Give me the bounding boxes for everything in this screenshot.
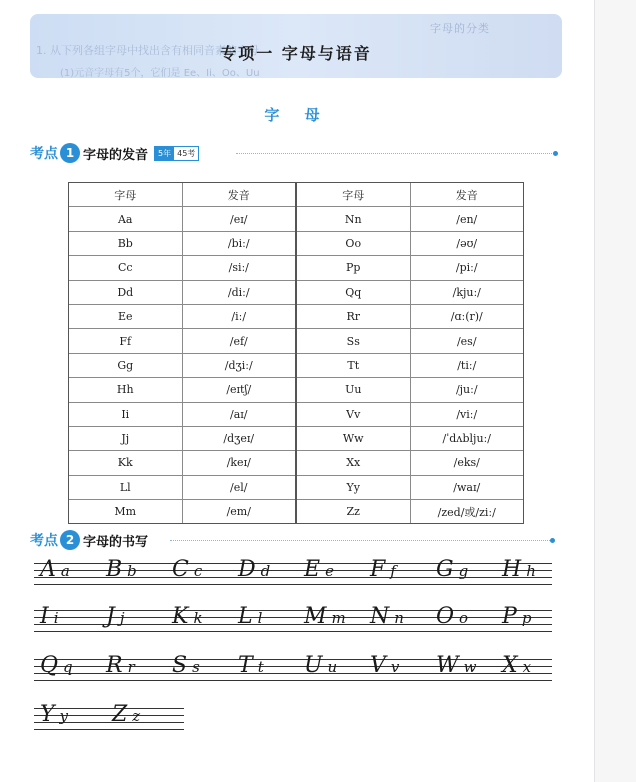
table-row: [69, 329, 295, 353]
letter-cell: Nn: [297, 207, 410, 231]
exam-point-title: 字母的书写: [83, 534, 149, 550]
uppercase-letter: T: [238, 653, 253, 678]
letter-cell: Ff: [69, 329, 182, 353]
uppercase-letter: I: [40, 604, 49, 629]
frequency-badge: [154, 146, 199, 161]
column-header: 字母: [297, 183, 410, 207]
exam-point-number: 2: [60, 530, 80, 550]
uppercase-letter: D: [238, 557, 256, 582]
lowercase-letter: k: [193, 609, 203, 627]
table-row: [69, 500, 295, 524]
writing-staff: [34, 653, 552, 681]
uppercase-letter: B: [106, 557, 123, 582]
handwriting-practice: [34, 555, 554, 755]
pronunciation-cell: /dʒeɪ/: [182, 426, 295, 450]
staff-line: [34, 584, 552, 585]
uppercase-letter: L: [238, 604, 253, 629]
pronunciation-cell: /ɑː(r)/: [410, 304, 523, 328]
column-header: 发音: [182, 183, 295, 207]
lowercase-letter: l: [257, 609, 263, 627]
lowercase-letter: x: [522, 658, 532, 676]
table-row: [297, 426, 523, 450]
handwritten-letter-pair: [370, 653, 399, 678]
exam-point-number: 1: [60, 143, 80, 163]
letter-cell: Aa: [69, 207, 182, 231]
viewer-side-panel: [594, 0, 636, 782]
lowercase-letter: v: [390, 658, 400, 676]
letter-cell: Hh: [69, 378, 182, 402]
table-row: [297, 402, 523, 426]
writing-staff: [34, 604, 552, 632]
lowercase-letter: g: [458, 562, 469, 580]
table-row: [69, 231, 295, 255]
letter-cell: Yy: [297, 475, 410, 499]
table-row: [297, 451, 523, 475]
handwritten-letter-pair: [370, 604, 404, 629]
handwritten-letter-pair: [436, 653, 476, 678]
table-row: [69, 426, 295, 450]
table-row: [297, 280, 523, 304]
table-row: [297, 378, 523, 402]
table-row: [69, 475, 295, 499]
handwritten-letter-pair: [106, 604, 124, 629]
pronunciation-cell: /juː/: [410, 378, 523, 402]
lowercase-letter: j: [119, 609, 125, 627]
badge-years: 5年: [155, 147, 174, 160]
lowercase-letter: m: [331, 609, 346, 627]
uppercase-letter: V: [370, 653, 386, 678]
table-row: [297, 304, 523, 328]
letter-cell: Vv: [297, 402, 410, 426]
chapter-banner: [30, 14, 562, 78]
handwritten-letter-pair: [40, 702, 68, 727]
letter-cell: Qq: [297, 280, 410, 304]
exam-point-label: 考点: [30, 146, 58, 162]
table-row: [297, 329, 523, 353]
lowercase-letter: s: [192, 658, 200, 676]
letter-cell: Zz: [297, 500, 410, 524]
table-row: [69, 402, 295, 426]
table-row: [69, 378, 295, 402]
letter-cell: Pp: [297, 256, 410, 280]
staff-line: [34, 680, 552, 681]
pronunciation-cell: /waɪ/: [410, 475, 523, 499]
letter-cell: Ww: [297, 426, 410, 450]
staff-line: [34, 729, 184, 730]
banner-ghost-line: 1. 从下列各组字母中找出含有相同音素的字母: [36, 44, 259, 57]
handwritten-letter-pair: [238, 557, 270, 582]
exam-point-1-heading: [30, 142, 199, 164]
lowercase-letter: d: [260, 562, 271, 580]
banner-ghost-tab: 字母的分类: [430, 22, 490, 35]
pronunciation-cell: /em/: [182, 500, 295, 524]
badge-count: 45考: [177, 148, 196, 158]
pronunciation-cell: /diː/: [182, 280, 295, 304]
table-row: [69, 304, 295, 328]
uppercase-letter: Y: [40, 702, 55, 727]
pronunciation-cell: /zed/或/ziː/: [410, 500, 523, 524]
table-row: [297, 256, 523, 280]
lowercase-letter: a: [60, 562, 70, 580]
lowercase-letter: p: [521, 609, 532, 627]
handwritten-letter-pair: [502, 653, 531, 678]
letter-pronunciation-table: [68, 182, 524, 524]
uppercase-letter: A: [40, 557, 56, 582]
handwritten-letter-pair: [502, 557, 536, 582]
letter-cell: Kk: [69, 451, 182, 475]
lowercase-letter: o: [459, 609, 469, 627]
exam-point-2-heading: [30, 529, 148, 551]
lowercase-letter: f: [390, 562, 396, 580]
lowercase-letter: b: [127, 562, 137, 580]
writing-staff: [34, 557, 552, 585]
pronunciation-cell: /əʊ/: [410, 231, 523, 255]
letter-cell: Uu: [297, 378, 410, 402]
handwritten-letter-pair: [304, 653, 337, 678]
lowercase-letter: q: [63, 658, 73, 676]
letter-cell: Mm: [69, 500, 182, 524]
column-header: 发音: [410, 183, 523, 207]
handwritten-letter-pair: [112, 702, 140, 727]
letter-cell: Ss: [297, 329, 410, 353]
letter-cell: Ll: [69, 475, 182, 499]
table-right-half: [297, 183, 523, 523]
handwritten-letter-pair: [106, 653, 135, 678]
letter-cell: Rr: [297, 304, 410, 328]
letter-cell: Ee: [69, 304, 182, 328]
table-row: [297, 207, 523, 231]
pronunciation-cell: /biː/: [182, 231, 295, 255]
letter-cell: Xx: [297, 451, 410, 475]
handwritten-letter-pair: [238, 604, 262, 629]
handwritten-letter-pair: [40, 604, 59, 629]
handwritten-letter-pair: [436, 557, 468, 582]
table-row: [69, 451, 295, 475]
pronunciation-cell: /dʒiː/: [182, 353, 295, 377]
banner-ghost-line: (1)元音字母有5个，它们是 Ee、Ii、Oo、Uu: [60, 68, 260, 79]
handwritten-letter-pair: [106, 557, 137, 582]
table-row: [297, 353, 523, 377]
pronunciation-cell: /el/: [182, 475, 295, 499]
lowercase-letter: t: [257, 658, 264, 676]
letter-cell: Gg: [69, 353, 182, 377]
handwritten-letter-pair: [172, 653, 200, 678]
table-row: [297, 231, 523, 255]
lowercase-letter: e: [325, 562, 334, 580]
uppercase-letter: O: [436, 604, 455, 629]
lowercase-letter: h: [526, 562, 536, 580]
uppercase-letter: G: [436, 557, 454, 582]
chapter-title: 专项一 字母与语音: [220, 44, 372, 63]
handwritten-letter-pair: [172, 557, 202, 582]
handwritten-letter-pair: [502, 604, 531, 629]
table-row: [69, 353, 295, 377]
handwritten-letter-pair: [436, 604, 468, 629]
uppercase-letter: U: [304, 653, 323, 678]
table-row: [69, 207, 295, 231]
uppercase-letter: J: [106, 604, 115, 629]
lowercase-letter: w: [463, 658, 477, 676]
letter-cell: Tt: [297, 353, 410, 377]
letter-cell: Jj: [69, 426, 182, 450]
uppercase-letter: C: [172, 557, 189, 582]
writing-staff: [34, 702, 184, 730]
table-header-row: [297, 183, 523, 207]
uppercase-letter: N: [370, 604, 390, 629]
pronunciation-cell: /eɪ/: [182, 207, 295, 231]
column-header: 字母: [69, 183, 182, 207]
dotted-rule: [170, 540, 554, 541]
pronunciation-cell: /en/: [410, 207, 523, 231]
exam-point-title: 字母的发音: [83, 147, 149, 163]
table-row: [297, 475, 523, 499]
letter-cell: Ii: [69, 402, 182, 426]
handwritten-letter-pair: [370, 557, 396, 582]
rule-end-dot: [553, 151, 558, 156]
uppercase-letter: S: [172, 653, 188, 678]
uppercase-letter: P: [502, 604, 517, 629]
uppercase-letter: Z: [112, 702, 128, 727]
letter-cell: Cc: [69, 256, 182, 280]
table-left-half: [69, 183, 295, 523]
uppercase-letter: F: [370, 557, 386, 582]
lowercase-letter: u: [327, 658, 338, 676]
lowercase-letter: i: [53, 609, 59, 627]
uppercase-letter: E: [304, 557, 321, 582]
pronunciation-cell: /siː/: [182, 256, 295, 280]
rule-end-dot: [550, 538, 555, 543]
lowercase-letter: r: [127, 658, 135, 676]
letter-cell: Oo: [297, 231, 410, 255]
pronunciation-cell: /viː/: [410, 402, 523, 426]
pronunciation-cell: /keɪ/: [182, 451, 295, 475]
exam-point-label: 考点: [30, 533, 58, 549]
pronunciation-cell: /ef/: [182, 329, 295, 353]
uppercase-letter: M: [304, 604, 327, 629]
uppercase-letter: X: [502, 653, 518, 678]
uppercase-letter: K: [172, 604, 189, 629]
table-row: [69, 256, 295, 280]
pronunciation-cell: /es/: [410, 329, 523, 353]
handwritten-letter-pair: [172, 604, 203, 629]
pronunciation-cell: /eks/: [410, 451, 523, 475]
section-title: 字 母: [264, 106, 330, 124]
letter-cell: Dd: [69, 280, 182, 304]
lowercase-letter: y: [59, 707, 69, 725]
handwritten-letter-pair: [238, 653, 264, 678]
handwritten-letter-pair: [304, 604, 346, 629]
handwritten-letter-pair: [304, 557, 334, 582]
pronunciation-cell: /piː/: [410, 256, 523, 280]
dotted-rule: [236, 153, 554, 154]
pronunciation-cell: /kjuː/: [410, 280, 523, 304]
uppercase-letter: H: [502, 557, 522, 582]
lowercase-letter: n: [394, 609, 404, 627]
pronunciation-cell: /iː/: [182, 304, 295, 328]
lowercase-letter: c: [193, 562, 203, 580]
table-header-row: [69, 183, 295, 207]
uppercase-letter: Q: [40, 653, 59, 678]
staff-line: [34, 631, 552, 632]
table-row: [297, 500, 523, 524]
uppercase-letter: R: [106, 653, 123, 678]
table-row: [69, 280, 295, 304]
lowercase-letter: z: [132, 707, 141, 725]
uppercase-letter: W: [436, 653, 459, 678]
handwritten-letter-pair: [40, 653, 73, 678]
letter-cell: Bb: [69, 231, 182, 255]
handwritten-letter-pair: [40, 557, 70, 582]
pronunciation-cell: /tiː/: [410, 353, 523, 377]
pronunciation-cell: /eɪtʃ/: [182, 378, 295, 402]
pronunciation-cell: /ˈdʌbljuː/: [410, 426, 523, 450]
pronunciation-cell: /aɪ/: [182, 402, 295, 426]
